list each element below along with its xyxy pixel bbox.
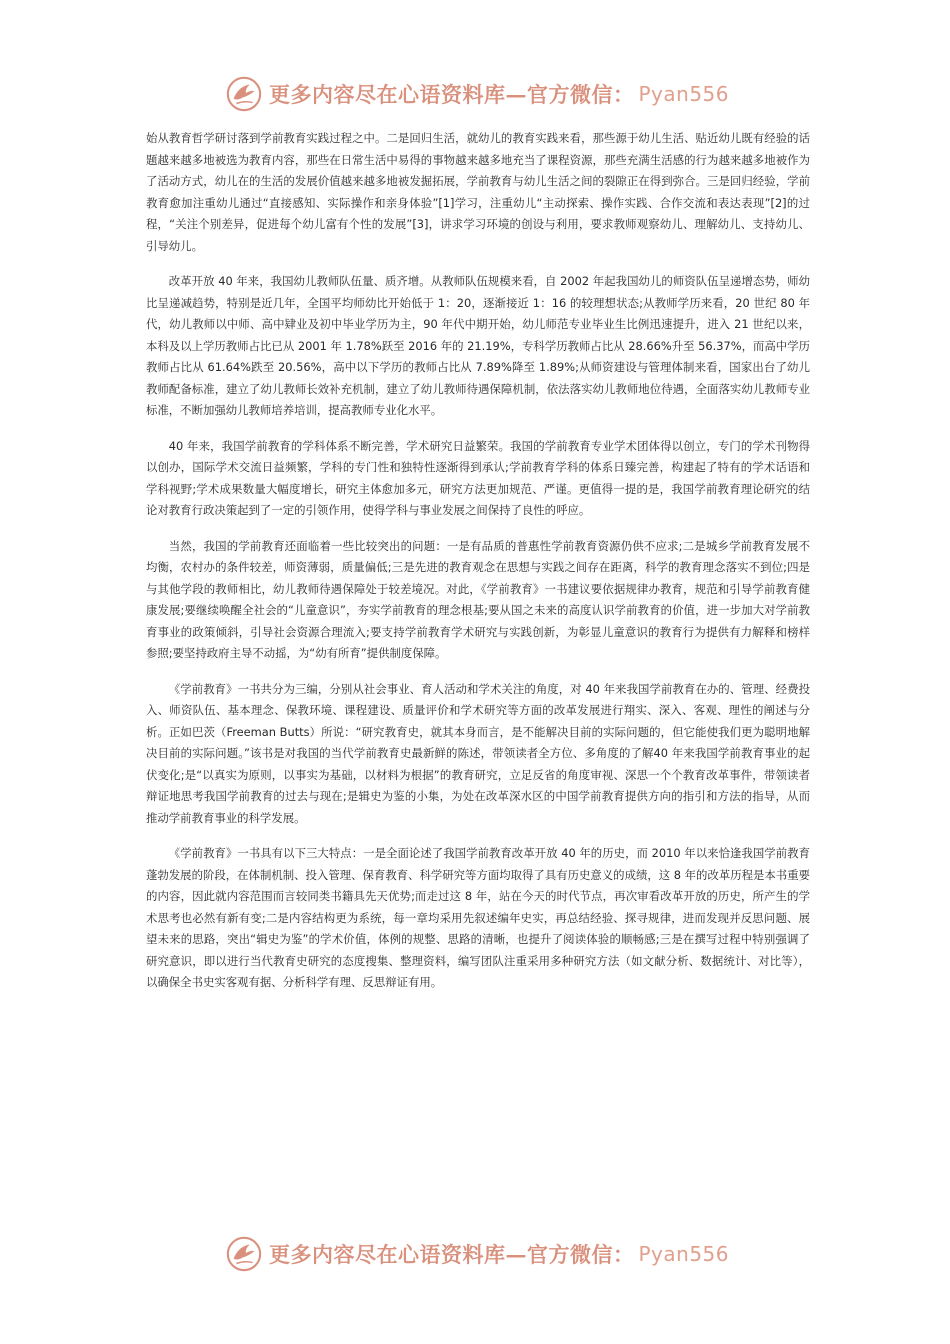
watermark-text: 更多内容尽在心语资料库—官方微信： bbox=[269, 1242, 635, 1267]
paragraph: 《学前教育》一书共分为三编，分别从社会事业、育人活动和学术关注的角度，对 40 年来我国学前教育在办的、管理、经费投入、师资队伍、基本理念、保教环境、课程建设、质量评价和学术研究等方面的改革发展进行翔实、深入、客观、理性的阐述与分析。正如巴茨（Freeman Butts）所说：“研究教育史，就其本身而言，是不能解决目前的实际问题的，但它能使我们更为聪明地解决目前的实际问题。”该书是对我国的当代学前教育史最新鲜的陈述，带领读者全方位、多角度的了解40 年来我国学前教育事业的起伏变化;是“以真实为原则，以事实为基础，以材料为根据”的教育研究，立足反省的角度审视、深思一个个教育改革事件，带领读者辩证地思考我国学前教育的过去与现在;是辑史为鉴的小集，为处在改革深水区的中国学前教育提供方向的指引和方法的指导，从而推动学前教育事业的科学发展。 bbox=[146, 681, 810, 825]
watermark-header bbox=[225, 74, 745, 114]
document-body bbox=[146, 128, 810, 1008]
watermark-text: 更多内容尽在心语资料库—官方微信： bbox=[269, 82, 635, 107]
paragraph: 40 年来，我国学前教育的学科体系不断完善，学术研究日益繁荣。我国的学前教育专业学术团体得以创立，专门的学术刊物得以创办，国际学术交流日益频繁，学科的专门性和独特性逐渐得到承认;学前教育学科的体系日臻完善，构建起了特有的学术话语和学科视野;学术成果数量大幅度增长，研究主体愈加多元，研究方法更加规范、严谨。更值得一提的是，我国学前教育理论研究的结论对教育行政决策起到了一定的引领作用，使得学科与事业发展之间保持了良性的呼应。 bbox=[146, 438, 810, 517]
paragraph: 改革开放 40 年来，我国幼儿教师队伍量、质齐增。从教师队伍规模来看，自 2002 年起我国幼儿的师资队伍呈递增态势，师幼比呈递减趋势，特别是近几年，全国平均师幼比开始低于 1：20，逐渐接近 1：16 的较理想状态;从教师学历来看，20 世纪 80 年代，幼儿教师以中师、高中肄业及初中毕业学历为主，90 年代中期开始，幼儿师范专业毕业生比例迅速提升，进入 21 世纪以来，本科及以上学历教师占比已从 2001 年 1.78%跃至 2016 年的 21.19%，专科学历教师占比从 28.66%升至 56.37%，而高中学历教师占比从 61.64%跌至 20.56%，高中以下学历的教师占比从 7.89%降至 1.89%;从师资建设与管理体制来看，国家出台了幼儿教师配备标准，建立了幼儿教师长效补充机制，建立了幼儿教师待遇保障机制，依法落实幼儿教师地位待遇，全面落实幼儿教师专业标准，不断加强幼儿教师培养培训，提高教师专业化水平。 bbox=[146, 274, 810, 417]
bird-logo-icon bbox=[225, 1235, 263, 1273]
paragraph: 当然，我国的学前教育还面临着一些比较突出的问题：一是有品质的普惠性学前教育资源仍供不应求;二是城乡学前教育发展不均衡，农村办的条件较差，师资薄弱，质量偏低;三是先进的教育观念在思想与实践之间存在距离，科学的教育理念落实不到位;四是与其他学段的教师相比，幼儿教师待遇保障处于较差境况。对此，《学前教育》一书建议要依据规律办教育，规范和引导学前教育健康发展;要继续唤醒全社会的“儿童意识”，夯实学前教育的理念根基;要从国之未来的高度认识学前教育的价值，进一步加大对学前教育事业的政策倾斜，引导社会资源合理流入;要支持学前教育学术研究与实践创新，为彰显儿童意识的教育行为提供有力解释和榜样参照;要坚持政府主导不动摇，为“幼有所育”提供制度保障。 bbox=[146, 538, 810, 660]
watermark-wechat-id: Pyan556 bbox=[638, 1242, 730, 1266]
paragraph: 始从教育哲学研讨落到学前教育实践过程之中。二是回归生活，就幼儿的教育实践来看，那些源于幼儿生活、贴近幼儿既有经验的话题越来越多地被选为教育内容，那些在日常生活中易得的事物越来越多地充当了课程资源，那些充满生活感的行为越来越多地被作为了活动方式，幼儿在的生活的发展价值越来越多地被发掘拓展，学前教育与幼儿生活之间的裂隙正在得到弥合。三是回归经验，学前教育愈加注重幼儿通过“直接感知、实际操作和亲身体验”[1]学习，注重幼儿“主动探索、操作实践、合作交流和表达表现”[2]的过程，“关注个别差异，促进每个幼儿富有个性的发展”[3]，讲求学习环境的创设与利用，要求教师观察幼儿、理解幼儿、支持幼儿、引导幼儿。 bbox=[146, 131, 810, 253]
bird-logo-icon bbox=[225, 75, 263, 113]
watermark-wechat-id: Pyan556 bbox=[638, 82, 730, 106]
watermark-footer bbox=[225, 1234, 745, 1274]
paragraph: 《学前教育》一书具有以下三大特点：一是全面论述了我国学前教育改革开放 40 年的历史，而 2010 年以来恰逢我国学前教育蓬勃发展的阶段，在体制机制、投入管理、保育教育、科学研究等方面均取得了具有历史意义的成绩，这 8 年的改革历程是本书重要的内容，因此就内容范围而言较同类书籍具先天优势;而走过这 8 年，站在今天的时代节点，再次审看改革开放的历史，所产生的学术思考也必然有新有变;二是内容结构更为系统，每一章均采用先叙述编年史实，再总结经验、探寻规律，进而发现并反思问题、展望未来的思路，突出“辑史为鉴”的学术价值，体例的规整、思路的清晰，也提升了阅读体验的顺畅感;三是在撰写过程中特别强调了研究意识，即以进行当代教育史研究的态度搜集、整理资料，编写团队注重采用多种研究方法（如文献分析、数据统计、对比等），以确保全书史实客观有据、分析科学有理、反思辩证有用。 bbox=[146, 846, 810, 989]
